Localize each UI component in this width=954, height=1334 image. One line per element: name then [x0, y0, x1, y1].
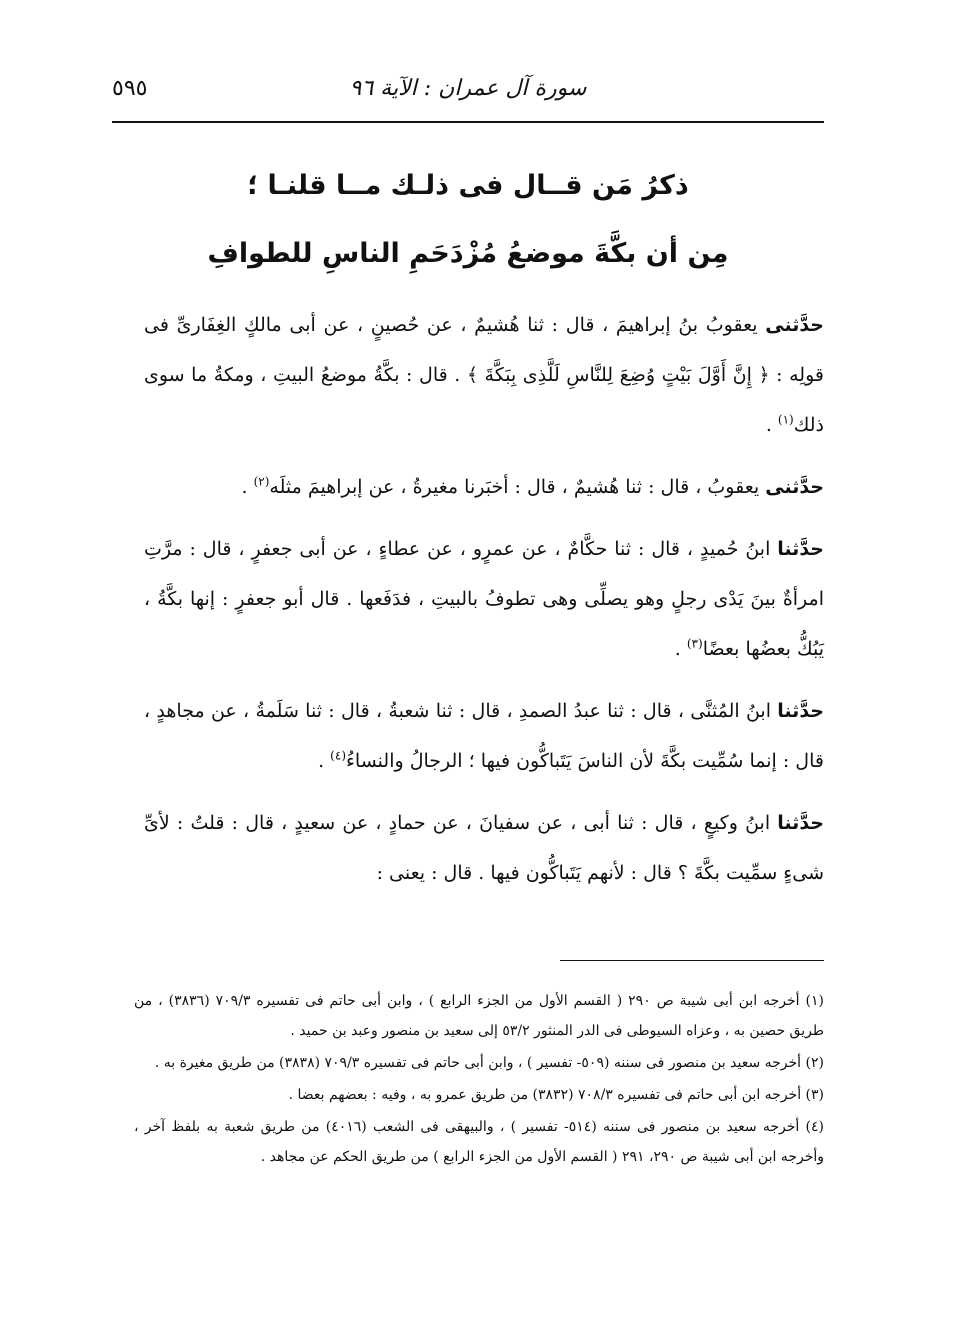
paragraph — [144, 462, 824, 512]
paragraph-text: ابنُ حُميدٍ ، قال : ثنا حكَّامٌ ، عن عمرٍو ، عن عطاءٍ ، عن أبى جعفرٍ ، قال : مرَّتِ امرأةٌ بينَ يَدْى رجلٍ وهو يصلِّى وهى تطوفُ بالبيتِ ، فدَفَعها . قال أبو جعفرٍ : إنها بكَّةُ ، يَبُكُّ بعضُها بعضًا — [144, 538, 824, 660]
footnote: (٤) أخرجه سعيد بن منصور فى سننه (٥١٤- تفسير ) ، والبيهقى فى الشعب (٤٠١٦) من طريق شعبة به بلفظ آخر ، وأخرجه ابن أبى شيبة ص ٢٩٠، ٢٩١ ( القسم الأول من الجزء الرابع ) من طريق الحكم عن مجاهد . — [134, 1119, 824, 1165]
paragraph-text: ابنُ وكيعٍ ، قال : ثنا أبى ، عن سفيانَ ، عن حمادٍ ، عن سعيدٍ ، قال : قلتُ : لأىِّ شىءٍ سمِّيت بكَّةَ ؟ قال : لأنهم يَتَباكُّون فيها . قال : يعنى : — [144, 812, 824, 884]
paragraph — [144, 524, 824, 674]
narration-lead: حدَّثنا — [777, 700, 824, 722]
paragraph — [144, 300, 824, 450]
paragraph-text: يعقوبُ بنُ إبراهيمَ ، قال : ثنا هُشيمٌ ، عن حُصينٍ ، عن أبى مالكٍ الغِفَارىِّ فى قولِه : ﴿ إِنَّ أَوَّلَ بَيْتٍ وُضِعَ لِلنَّاسِ لَلَّذِى بِبَكَّةَ ﴾ . قال : بكَّةُ موضعُ البيتِ ، ومكةُ ما سوى ذلك — [144, 314, 824, 436]
narration-lead: حدَّثنى — [765, 476, 824, 498]
paragraph — [144, 686, 824, 786]
narration-lead: حدَّثنا — [777, 812, 824, 834]
narration-lead: حدَّثنى — [765, 314, 824, 336]
footnote-ref[interactable]: (١) — [777, 412, 794, 427]
paragraph-text: يعقوبُ ، قال : ثنا هُشيمٌ ، قال : أخبَرنا مغيرةُ ، عن إبراهيمَ مثلَه — [269, 476, 766, 498]
paragraph — [144, 798, 824, 898]
footnote-ref[interactable]: (٢) — [253, 474, 270, 489]
paragraph-end: . — [674, 638, 687, 660]
footnote: (٣) أخرجه ابن أبى حاتم فى تفسيره ٧٠٨/٣ (٣٨٣٢) من طريق عمرو به ، وفيه : بعضهم بعضا . — [288, 1087, 824, 1103]
section-heading: ذكرُ مَن قــال فى ذلـك مــا قلنـا ؛ — [247, 170, 689, 201]
header-rule — [112, 121, 824, 123]
footnote: (٢) أخرجه سعيد بن منصور فى سننه (٥٠٩- تفسير ) ، وابن أبى حاتم فى تفسيره ٧٠٩/٣ (٣٨٣٨) من طريق مغيرة به . — [154, 1055, 824, 1071]
running-title: سورة آل عمران : الآية ٩٦ — [349, 76, 587, 101]
paragraph-end: . — [765, 414, 778, 436]
paragraph-text: ابنُ المُثنَّى ، قال : ثنا عبدُ الصمدِ ، قال : ثنا شعبةُ ، قال : ثنا سَلَمةُ ، عن مجاهدٍ ، قال : إنما سُمِّيت بكَّةَ لأن الناسَ يَتَباكُّون فيها ؛ الرجالُ والنساءُ — [144, 700, 824, 772]
footnote-ref[interactable]: (٤) — [330, 748, 346, 763]
page-number: ٥٩٥ — [112, 76, 148, 101]
footnote: (١) أخرجه ابن أبى شيبة ص ٢٩٠ ( القسم الأول من الجزء الرابع ) ، وابن أبى حاتم فى تفسيره ٧٠٩/٣ (٣٨٣٦) ، من طريق حصين به ، وعزاه السيوطى فى الدر المنثور ٥٣/٢ إلى سعيد بن منصور وعبد بن حميد . — [134, 993, 825, 1039]
footnote-rule — [560, 960, 824, 961]
footnotes — [134, 986, 824, 1174]
main-text — [144, 300, 824, 910]
section-subheading: مِن أن بكَّةَ موضعُ مُزْدَحَمِ الناسِ للطوافِ — [207, 238, 729, 269]
running-header — [112, 72, 824, 112]
paragraph-end: . — [318, 750, 331, 772]
paragraph-end: . — [241, 476, 254, 498]
narration-lead: حدَّثنا — [777, 538, 824, 560]
footnote-ref[interactable]: (٣) — [686, 636, 703, 651]
